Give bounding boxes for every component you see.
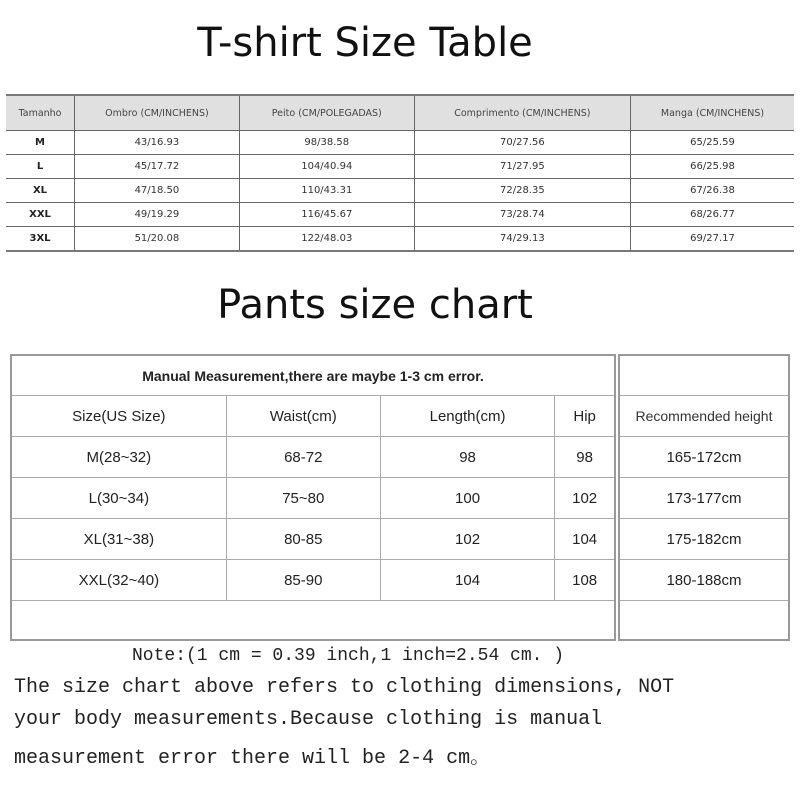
table-cell: 104/40.94 (239, 155, 414, 179)
table-row (619, 437, 789, 478)
table-cell: 116/45.67 (239, 203, 414, 227)
table-row (6, 179, 794, 203)
table-cell: 122/48.03 (239, 227, 414, 252)
tshirt-size-title: T-shirt Size Table (197, 20, 533, 66)
table-header-row (619, 396, 789, 437)
table-cell: 43/16.93 (75, 131, 240, 155)
table-cell: 108 (555, 560, 615, 601)
conversion-note: Note:(1 cm = 0.39 inch,1 inch=2.54 cm. ) (132, 646, 565, 666)
tshirt-size-table (6, 94, 794, 252)
size-cell: M (6, 131, 75, 155)
table-row (6, 203, 794, 227)
height-cell: 180-188cm (619, 560, 789, 601)
height-cell: 173-177cm (619, 478, 789, 519)
table-row (619, 478, 789, 519)
column-header-length: Comprimento (CM/INCHENS) (414, 95, 630, 131)
table-cell: 85-90 (226, 560, 380, 601)
table-cell: 102 (380, 519, 554, 560)
size-cell: XXL (6, 203, 75, 227)
table-cell: 68/26.77 (631, 203, 794, 227)
table-cell: 49/19.29 (75, 203, 240, 227)
size-cell: L(30~34) (11, 478, 226, 519)
size-cell: XL(31~38) (11, 519, 226, 560)
empty-cell (619, 601, 789, 641)
table-cell: 69/27.17 (631, 227, 794, 252)
table-cell: 73/28.74 (414, 203, 630, 227)
table-cell: 110/43.31 (239, 179, 414, 203)
table-cell: 74/29.13 (414, 227, 630, 252)
table-cell: 67/26.38 (631, 179, 794, 203)
column-header-hip: Hip (555, 396, 615, 437)
empty-row (619, 601, 789, 641)
table-cell: 104 (380, 560, 554, 601)
disclaimer-line: measurement error there will be 2-4 cm。 (14, 747, 491, 770)
empty-cell (619, 355, 789, 396)
table-cell: 66/25.98 (631, 155, 794, 179)
height-cell: 175-182cm (619, 519, 789, 560)
table-row (6, 131, 794, 155)
table-cell: 98/38.58 (239, 131, 414, 155)
column-header-sleeve: Manga (CM/INCHENS) (631, 95, 794, 131)
table-cell: 98 (380, 437, 554, 478)
table-cell: 71/27.95 (414, 155, 630, 179)
table-row (11, 437, 615, 478)
table-row (6, 155, 794, 179)
table-cell: 72/28.35 (414, 179, 630, 203)
height-cell: 165-172cm (619, 437, 789, 478)
table-cell: 100 (380, 478, 554, 519)
column-header-chest: Peito (CM/POLEGADAS) (239, 95, 414, 131)
table-cell: 47/18.50 (75, 179, 240, 203)
table-row (619, 560, 789, 601)
table-cell: 104 (555, 519, 615, 560)
table-cell: 51/20.08 (75, 227, 240, 252)
table-cell: 45/17.72 (75, 155, 240, 179)
column-header-recommended-height: Recommended height (619, 396, 789, 437)
empty-cell (11, 601, 615, 641)
pants-size-title: Pants size chart (217, 282, 533, 328)
measurement-error-banner: Manual Measurement,there are maybe 1-3 cm error. (11, 355, 615, 396)
size-cell: XXL(32~40) (11, 560, 226, 601)
table-cell: 68-72 (226, 437, 380, 478)
column-header-waist: Waist(cm) (226, 396, 380, 437)
table-header-row (11, 396, 615, 437)
table-row (619, 519, 789, 560)
pants-size-table (10, 354, 616, 641)
table-cell: 102 (555, 478, 615, 519)
disclaimer-line: your body measurements.Because clothing is manual (14, 708, 603, 731)
column-header-shoulder: Ombro (CM/INCHENS) (75, 95, 240, 131)
disclaimer-line: The size chart above refers to clothing dimensions, NOT (14, 676, 675, 699)
table-row (11, 478, 615, 519)
table-cell: 80-85 (226, 519, 380, 560)
table-row (11, 519, 615, 560)
table-cell: 70/27.56 (414, 131, 630, 155)
table-cell: 75~80 (226, 478, 380, 519)
blank-row (619, 355, 789, 396)
banner-row (11, 355, 615, 396)
empty-row (11, 601, 615, 641)
column-header-length: Length(cm) (380, 396, 554, 437)
table-row (6, 227, 794, 252)
recommended-height-table (618, 354, 790, 641)
size-cell: XL (6, 179, 75, 203)
table-cell: 98 (555, 437, 615, 478)
column-header-size: Tamanho (6, 95, 75, 131)
size-cell: L (6, 155, 75, 179)
size-cell: M(28~32) (11, 437, 226, 478)
size-cell: 3XL (6, 227, 75, 252)
column-header-size: Size(US Size) (11, 396, 226, 437)
table-cell: 65/25.59 (631, 131, 794, 155)
table-header-row (6, 95, 794, 131)
table-row (11, 560, 615, 601)
